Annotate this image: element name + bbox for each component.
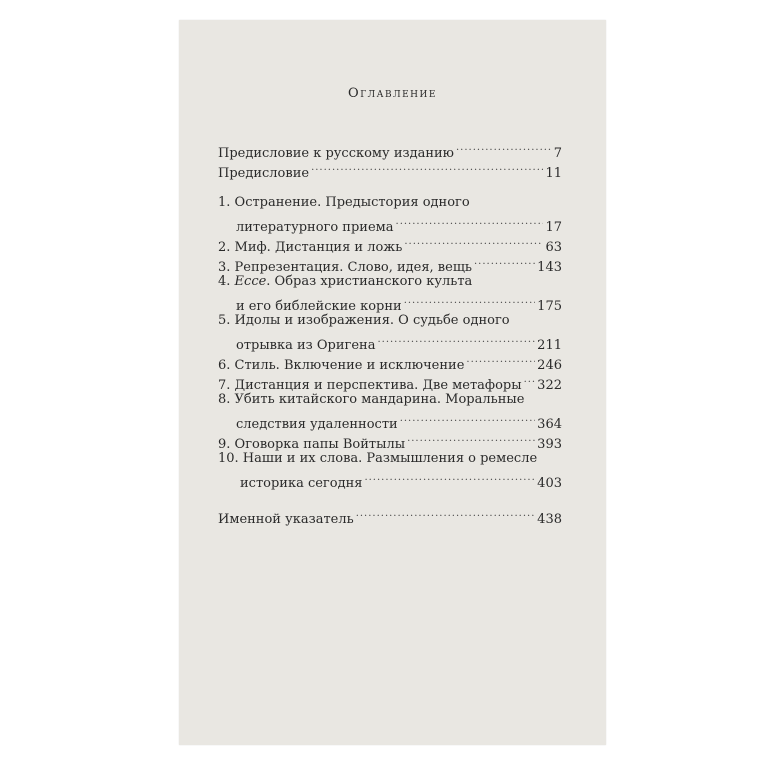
toc-entry-line[interactable] <box>218 273 562 291</box>
toc-entry-title: Предисловие <box>218 166 310 181</box>
leader-dots <box>404 292 535 310</box>
toc-entry-title-cont: следствия удаленности <box>236 417 398 432</box>
toc-entry[interactable] <box>218 371 562 393</box>
table-of-contents <box>218 20 562 745</box>
toc-entry-page: 7 <box>553 146 562 161</box>
toc-entry-page: 393 <box>537 437 562 452</box>
toc-entry-title: 9. Оговорка папы Войтылы <box>218 437 406 452</box>
book-page <box>179 20 606 745</box>
toc-entry-title-cont: отрывка из Оригена <box>236 338 376 353</box>
toc-entry-title: 7. Дистанция и перспектива. Две метафоры <box>218 378 522 393</box>
leader-dots <box>456 139 552 157</box>
toc-entry-page: 403 <box>537 476 562 491</box>
toc-entry[interactable] <box>218 430 562 452</box>
leader-dots <box>400 410 535 428</box>
toc-entry-title-cont: историка сегодня <box>240 476 363 491</box>
toc-entry[interactable] <box>218 469 562 491</box>
toc-entry-title: Предисловие к русскому изданию <box>218 146 454 161</box>
toc-entry-title <box>218 273 472 291</box>
toc-entry-line[interactable] <box>218 391 562 409</box>
chapter-number: 4. <box>218 274 231 289</box>
toc-entry-title: Именной указатель <box>218 512 354 527</box>
toc-entry[interactable] <box>218 213 562 235</box>
toc-entry-line[interactable] <box>218 312 562 330</box>
leader-dots <box>404 233 543 251</box>
toc-entry-title: 3. Репрезентация. Слово, идея, вещь <box>218 260 472 275</box>
toc-entry-page: 438 <box>537 512 562 527</box>
leader-dots <box>524 371 536 389</box>
leader-dots <box>396 213 544 231</box>
toc-entry-title: 2. Миф. Дистанция и ложь <box>218 240 403 255</box>
italic-term: Ecce <box>234 274 267 289</box>
toc-entry-title: 5. Идолы и изображения. О судьбе одного <box>218 313 510 328</box>
toc-entry[interactable] <box>218 351 562 373</box>
leader-dots <box>364 469 535 487</box>
toc-entry[interactable] <box>218 505 562 527</box>
toc-entry[interactable] <box>218 253 562 275</box>
toc-entry-page: 246 <box>537 358 562 373</box>
leader-dots <box>356 505 535 523</box>
toc-entry-page: 211 <box>537 338 562 353</box>
toc-entry[interactable] <box>218 292 562 314</box>
leader-dots <box>377 331 535 349</box>
toc-entry-page: 175 <box>537 299 562 314</box>
toc-entry-title: 1. Остранение. Предыстория одного <box>218 195 470 210</box>
toc-entry[interactable] <box>218 233 562 255</box>
leader-dots <box>474 253 535 271</box>
toc-entry-page: 63 <box>545 240 562 255</box>
toc-heading: Оглавление <box>348 86 437 101</box>
leader-dots <box>311 159 543 177</box>
leader-dots <box>466 351 535 369</box>
leader-dots <box>407 430 535 448</box>
toc-entry-page: 364 <box>537 417 562 432</box>
toc-entry-title-cont: литературного приема <box>236 220 394 235</box>
toc-entry-title: 6. Стиль. Включение и исключение <box>218 358 465 373</box>
toc-entry-page: 143 <box>537 260 562 275</box>
toc-entry[interactable] <box>218 139 562 161</box>
toc-entry-line[interactable] <box>218 450 562 468</box>
toc-entry-page: 11 <box>545 166 562 181</box>
toc-entry-title: 8. Убить китайского мандарина. Моральные <box>218 392 525 407</box>
chapter-title-rest: . Образ христианского культа <box>266 274 473 289</box>
toc-entry[interactable] <box>218 410 562 432</box>
toc-entry-title: 10. Наши и их слова. Размышления о ремесле <box>218 451 538 466</box>
toc-entry-page: 17 <box>545 220 562 235</box>
toc-entry-title-cont: и его библейские корни <box>236 299 402 314</box>
toc-entry[interactable] <box>218 331 562 353</box>
toc-entry[interactable] <box>218 159 562 181</box>
toc-entry-line[interactable] <box>218 194 562 212</box>
toc-entry-page: 322 <box>537 378 562 393</box>
